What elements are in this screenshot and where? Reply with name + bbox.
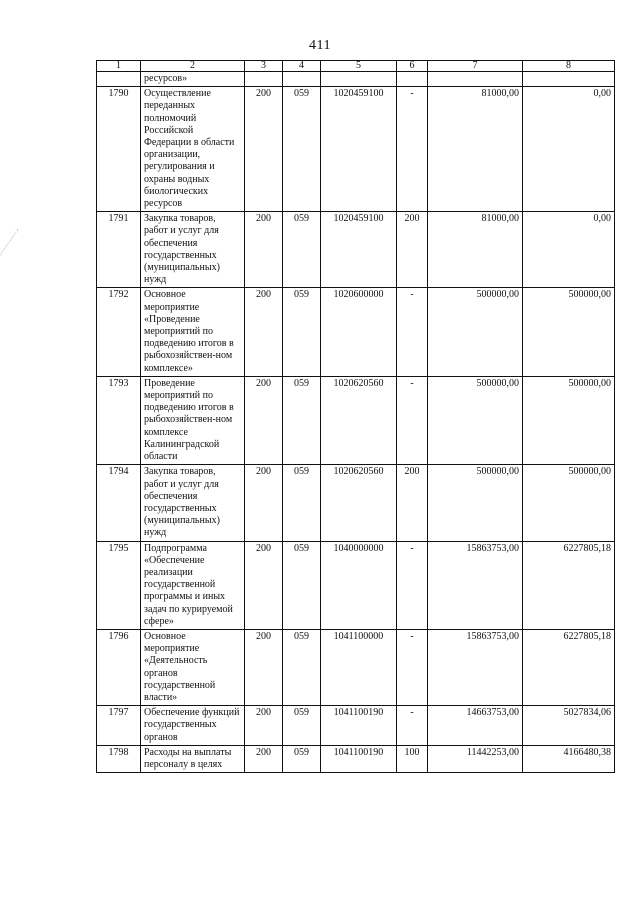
budget-table (96, 60, 615, 773)
row-number: 1797 (97, 706, 141, 746)
row-col-4: 059 (283, 629, 321, 705)
table-row (97, 745, 615, 772)
table-row (97, 706, 615, 746)
row-col-7: 500000,00 (428, 376, 523, 464)
header-cell-2: 2 (141, 61, 245, 72)
row-col-3: 200 (245, 87, 283, 212)
header-cell-4: 4 (283, 61, 321, 72)
header-cell-3: 3 (245, 61, 283, 72)
table-row (97, 212, 615, 288)
row-col-7 (428, 72, 523, 87)
table-row (97, 376, 615, 464)
row-col-8 (523, 72, 615, 87)
row-number: 1796 (97, 629, 141, 705)
row-col-3 (245, 72, 283, 87)
row-col-5: 1020620560 (321, 465, 397, 541)
row-name: Основное мероприятие «Проведение мероприятий по подведению итогов в рыбохозяйствен-ном комплексе» (141, 288, 245, 376)
row-col-7: 500000,00 (428, 288, 523, 376)
row-col-5: 1041100190 (321, 706, 397, 746)
row-name: Проведение мероприятий по подведению итогов в рыбохозяйствен-ном комплексе Калининградской области (141, 376, 245, 464)
header-cell-5: 5 (321, 61, 397, 72)
row-name: Обеспечение функций государственных органов (141, 706, 245, 746)
row-col-3: 200 (245, 745, 283, 772)
row-col-5: 1020600000 (321, 288, 397, 376)
row-col-4: 059 (283, 465, 321, 541)
row-col-8: 6227805,18 (523, 541, 615, 629)
row-col-6: - (397, 376, 428, 464)
row-col-4: 059 (283, 87, 321, 212)
row-col-6: - (397, 629, 428, 705)
row-col-3: 200 (245, 376, 283, 464)
row-col-7: 81000,00 (428, 87, 523, 212)
row-col-6: 200 (397, 465, 428, 541)
row-col-3: 200 (245, 465, 283, 541)
row-col-6: - (397, 87, 428, 212)
page-number: 411 (309, 38, 331, 53)
row-col-5: 1040000000 (321, 541, 397, 629)
row-col-6 (397, 72, 428, 87)
row-col-6: 200 (397, 212, 428, 288)
row-name: Основное мероприятие «Деятельность органов государственной власти» (141, 629, 245, 705)
row-col-7: 14663753,00 (428, 706, 523, 746)
row-col-8: 500000,00 (523, 288, 615, 376)
header-row (97, 61, 615, 72)
row-col-7: 81000,00 (428, 212, 523, 288)
row-number: 1795 (97, 541, 141, 629)
row-col-3: 200 (245, 706, 283, 746)
row-number: 1790 (97, 87, 141, 212)
row-col-6: - (397, 706, 428, 746)
row-col-5: 1020459100 (321, 212, 397, 288)
table-row (97, 72, 615, 87)
row-col-6: - (397, 288, 428, 376)
row-col-5: 1020459100 (321, 87, 397, 212)
row-name: ресурсов» (141, 72, 245, 87)
row-name: Осуществление переданных полномочий Российской Федерации в области организации, регулирования и охраны водных биологических ресурсов (141, 87, 245, 212)
row-col-8: 0,00 (523, 87, 615, 212)
row-col-5 (321, 72, 397, 87)
header-cell-8: 8 (523, 61, 615, 72)
row-col-4: 059 (283, 376, 321, 464)
row-col-3: 200 (245, 629, 283, 705)
row-number: 1791 (97, 212, 141, 288)
row-col-5: 1041100190 (321, 745, 397, 772)
row-col-4: 059 (283, 706, 321, 746)
table-row (97, 541, 615, 629)
row-col-8: 6227805,18 (523, 629, 615, 705)
row-col-7: 500000,00 (428, 465, 523, 541)
row-number: 1798 (97, 745, 141, 772)
row-number: 1793 (97, 376, 141, 464)
row-name: Подпрограмма «Обеспечение реализации государственной программы и иных задач по курируемой сфере» (141, 541, 245, 629)
row-col-3: 200 (245, 212, 283, 288)
row-name: Закупка товаров, работ и услуг для обеспечения государственных (муниципальных) нужд (141, 465, 245, 541)
row-col-4: 059 (283, 288, 321, 376)
row-col-8: 4166480,38 (523, 745, 615, 772)
row-number: 1794 (97, 465, 141, 541)
table-header (97, 61, 615, 72)
table-body (97, 72, 615, 773)
row-col-4: 059 (283, 212, 321, 288)
row-col-7: 15863753,00 (428, 541, 523, 629)
table-row (97, 629, 615, 705)
header-cell-7: 7 (428, 61, 523, 72)
row-col-7: 15863753,00 (428, 629, 523, 705)
row-col-4 (283, 72, 321, 87)
row-col-6: 100 (397, 745, 428, 772)
row-number (97, 72, 141, 87)
row-number: 1792 (97, 288, 141, 376)
row-col-4: 059 (283, 745, 321, 772)
row-col-8: 500000,00 (523, 465, 615, 541)
row-col-3: 200 (245, 288, 283, 376)
row-name: Закупка товаров, работ и услуг для обеспечения государственных (муниципальных) нужд (141, 212, 245, 288)
table-row (97, 87, 615, 212)
row-col-5: 1041100000 (321, 629, 397, 705)
row-col-7: 11442253,00 (428, 745, 523, 772)
row-col-6: - (397, 541, 428, 629)
row-col-8: 500000,00 (523, 376, 615, 464)
row-name: Расходы на выплаты персоналу в целях (141, 745, 245, 772)
row-col-3: 200 (245, 541, 283, 629)
row-col-4: 059 (283, 541, 321, 629)
scan-artifact (0, 229, 30, 267)
row-col-5: 1020620560 (321, 376, 397, 464)
row-col-8: 5027834,06 (523, 706, 615, 746)
header-cell-6: 6 (397, 61, 428, 72)
header-cell-1: 1 (97, 61, 141, 72)
table-row (97, 465, 615, 541)
row-col-8: 0,00 (523, 212, 615, 288)
table-row (97, 288, 615, 376)
